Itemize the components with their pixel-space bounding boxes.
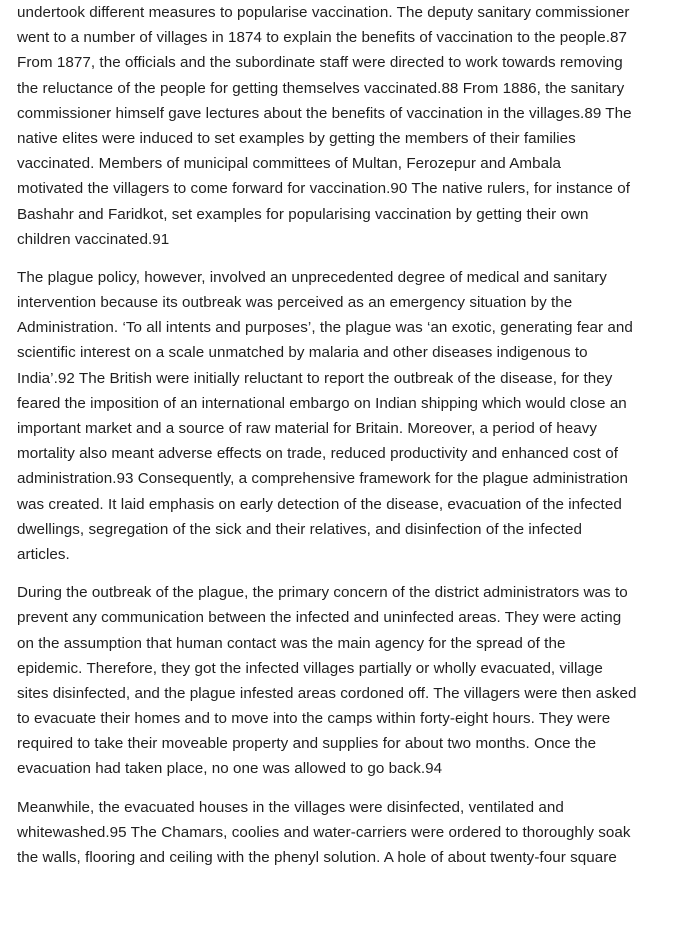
text-line: India’.92 The British were initially reluctant to report the outbreak of the disease, for they <box>17 369 613 387</box>
text-line: administration.93 Consequently, a comprehensive framework for the plague administration <box>17 470 629 488</box>
text-line: During the outbreak of the plague, the primary concern of the district administrators was to <box>17 584 628 602</box>
text-line: the reluctance of the people for getting themselves vaccinated.88 From 1886, the sanitary <box>17 79 625 97</box>
text-line: feared the imposition of an international embargo on Indian shipping which would close an <box>17 394 627 412</box>
text-line: commissioner himself gave lectures about the benefits of vaccination in the villages.89 The <box>17 104 632 122</box>
text-line: From 1877, the officials and the subordinate staff were directed to work towards removing <box>17 54 623 72</box>
text-line: on the assumption that human contact was the main agency for the spread of the <box>17 634 566 652</box>
text-line: was created. It laid emphasis on early detection of the disease, evacuation of the infected <box>17 495 622 513</box>
text-line: dwellings, segregation of the sick and their relatives, and disinfection of the infected <box>17 520 582 538</box>
text-line: scientific interest on a scale unmatched by malaria and other diseases indigenous to <box>17 344 588 362</box>
text-line: epidemic. Therefore, they got the infected villages partially or wholly evacuated, village <box>17 659 603 677</box>
text-line: to evacuate their homes and to move into the camps within forty-eight hours. They were <box>17 710 611 728</box>
text-line: evacuation had taken place, no one was allowed to go back.94 <box>17 760 443 778</box>
text-line: motivated the villagers to come forward for vaccination.90 The native rulers, for instance of <box>17 180 631 198</box>
text-line: articles. <box>17 545 70 563</box>
text-line: Bashahr and Faridkot, set examples for popularising vaccination by getting their own <box>17 205 589 223</box>
text-line: native elites were induced to set examples by getting the members of their families <box>17 129 576 147</box>
paragraph-plague-policy <box>17 265 692 567</box>
text-line: undertook different measures to popularise vaccination. The deputy sanitary commissioner <box>17 4 630 21</box>
paragraph-plague-outbreak <box>17 580 692 782</box>
text-line: prevent any communication between the infected and uninfected areas. They were acting <box>17 609 622 627</box>
text-line: vaccinated. Members of municipal committees of Multan, Ferozepur and Ambala <box>17 155 561 173</box>
text-line: the walls, flooring and ceiling with the phenyl solution. A hole of about twenty-four square <box>17 849 617 866</box>
text-line: children vaccinated.91 <box>17 230 170 248</box>
text-line: sites disinfected, and the plague infested areas cordoned off. The villagers were then asked <box>17 684 637 702</box>
text-line: required to take their moveable property and supplies for about two months. Once the <box>17 735 597 753</box>
text-line: intervention because its outbreak was perceived as an emergency situation by the <box>17 294 573 312</box>
paragraph-disinfection <box>17 795 692 871</box>
paragraph-vaccination <box>17 0 692 252</box>
text-line: Meanwhile, the evacuated houses in the villages were disinfected, ventilated and <box>17 798 564 816</box>
text-line: important market and a source of raw material for Britain. Moreover, a period of heavy <box>17 420 597 437</box>
text-line: The plague policy, however, involved an unprecedented degree of medical and sanitary <box>17 268 607 286</box>
text-line: Administration. ‘To all intents and purposes’, the plague was ‘an exotic, generating fear and <box>17 319 633 337</box>
text-line: went to a number of villages in 1874 to explain the benefits of vaccination to the people.87 <box>17 29 627 47</box>
text-line: whitewashed.95 The Chamars, coolies and water-carriers were ordered to thoroughly soak <box>17 823 631 841</box>
text-line: mortality also meant adverse effects on trade, reduced productivity and enhanced cost of <box>17 445 618 463</box>
document-page <box>17 0 692 883</box>
